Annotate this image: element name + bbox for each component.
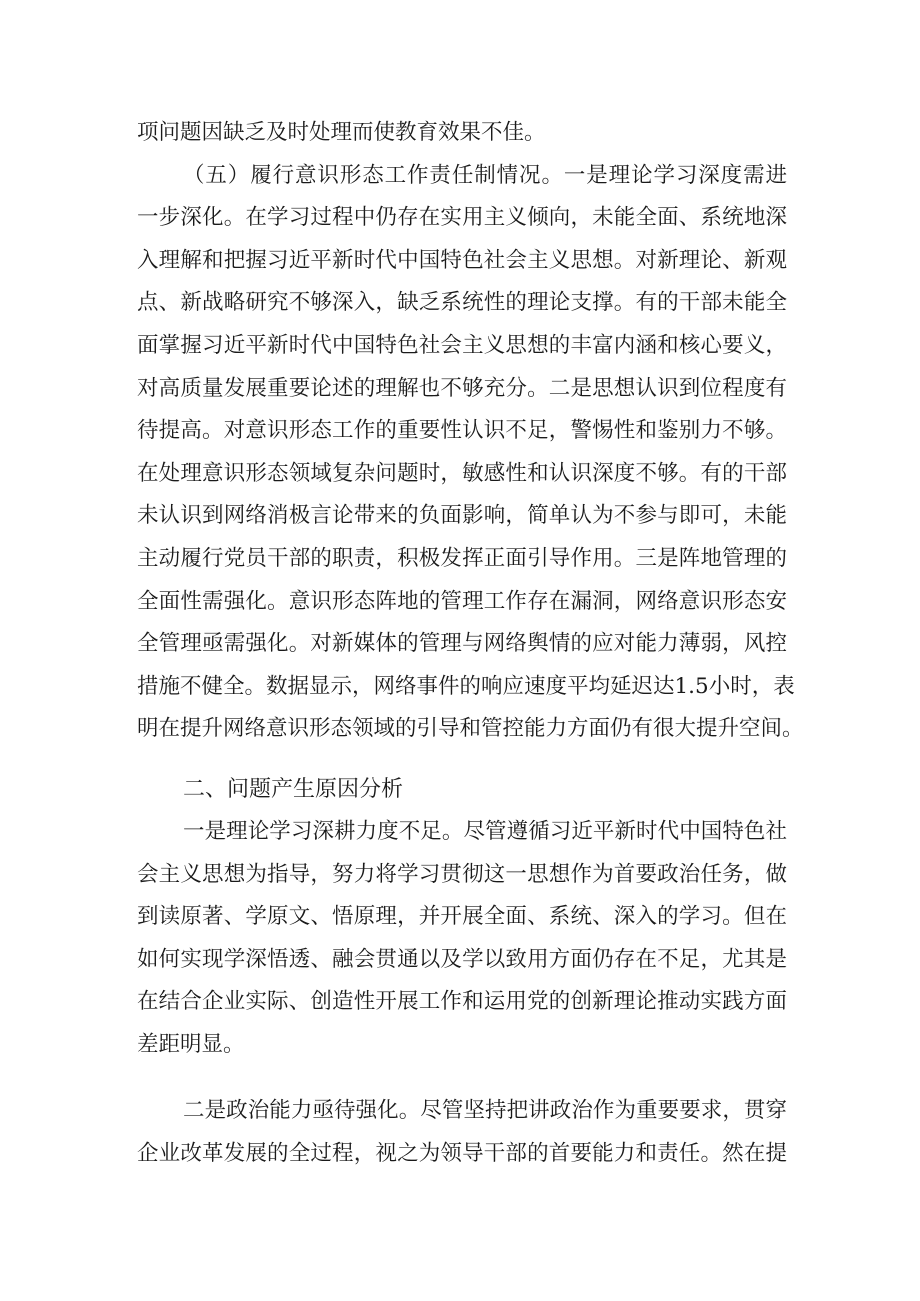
text-line: （五）履行意识形态工作责任制情况。一是理论学习深度需进 (183, 162, 787, 188)
text-line: 未认识到网络消极言论带来的负面影响，简单认为不参与即可，未能 (137, 503, 787, 529)
text-line: 到读原著、学原文、悟原理，并开展全面、系统、深入的学习。但在 (137, 904, 787, 930)
text-line: 主动履行党员干部的职责，积极发挥正面引导作用。三是阵地管理的 (137, 546, 787, 571)
text-line: 待提高。对意识形态工作的重要性认识不足，警惕性和鉴别力不够。 (137, 418, 787, 444)
text-line: 如何实现学深悟透、融会贯通以及学以致用方面仍存在不足，尤其是 (137, 946, 787, 972)
text-line: 对高质量发展重要论述的理解也不够充分。二是思想认识到位程度有 (137, 375, 787, 401)
text-line: 全面性需强化。意识形态阵地的管理工作存在漏洞，网络意识形态安 (137, 588, 787, 614)
text-line: 会主义思想为指导，努力将学习贯彻这一思想作为首要政治任务，做 (137, 861, 787, 887)
text-line: 入理解和把握习近平新时代中国特色社会主义思想。对新理论、新观 (137, 247, 787, 273)
text-line: 一是理论学习深耕力度不足。尽管遵循习近平新时代中国特色社 (183, 819, 787, 844)
text-line: 面掌握习近平新时代中国特色社会主义思想的丰富内涵和核心要义， (137, 333, 787, 358)
text-line: 全管理亟需强化。对新媒体的管理与网络舆情的应对能力薄弱，风控 (137, 631, 787, 657)
text-line: 一步深化。在学习过程中仍存在实用主义倾向，未能全面、系统地深 (137, 205, 787, 231)
text-line: 点、新战略研究不够深入，缺乏系统性的理论支撑。有的干部未能全 (137, 290, 787, 316)
text-line: 措施不健全。数据显示，网络事件的响应速度平均延迟达1.5小时，表 (137, 673, 795, 699)
text-line: 差距明显。 (137, 1032, 245, 1057)
text-line: 明在提升网络意识形态领域的引导和管控能力方面仍有很大提升空间。 (137, 716, 804, 742)
text-line: 项问题因缺乏及时处理而使教育效果不佳。 (137, 120, 546, 145)
text-line: 在结合企业实际、创造性开展工作和运用党的创新理论推动实践方面 (137, 989, 787, 1015)
section-heading: 二、问题产生原因分析 (183, 777, 404, 802)
text-line: 企业改革发展的全过程，视之为领导干部的首要能力和责任。然在提 (137, 1140, 787, 1166)
text-line: 在处理意识形态领域复杂问题时，敏感性和认识深度不够。有的干部 (137, 460, 787, 486)
text-line: 二是政治能力亟待强化。尽管坚持把讲政治作为重要要求，贯穿 (183, 1098, 787, 1123)
